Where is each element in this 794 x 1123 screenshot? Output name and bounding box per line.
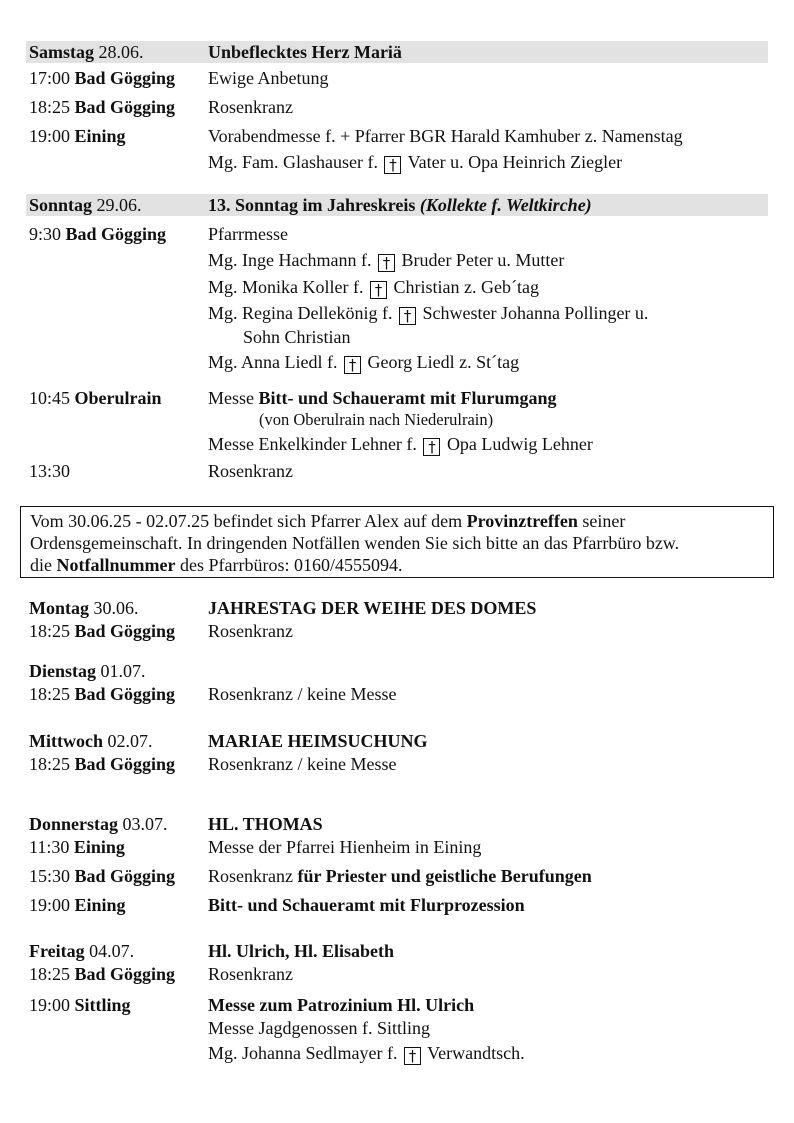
day-name: Mittwoch (29, 731, 103, 751)
event-place: Bad Gögging (74, 621, 176, 641)
event-place: Sittling (74, 995, 131, 1015)
event-time: 15:30 (29, 866, 71, 886)
event-text: Bitt- und Schaueramt mit Flurprozession (208, 895, 525, 915)
day-header-saturday (26, 41, 768, 63)
day-name: Montag (29, 598, 89, 618)
mass-intention: Messe Enkelkinder Lehner f. † Opa Ludwig Lehner (208, 434, 593, 456)
event-row (26, 96, 768, 120)
day-date: 03.07. (122, 814, 168, 834)
event-text: Rosenkranz / keine Messe (208, 684, 397, 704)
mass-intention: Mg. Fam. Glashauser f. † Vater u. Opa Heinrich Ziegler (208, 152, 623, 174)
day-date: 30.06. (93, 598, 139, 618)
event-text: Rosenkranz (208, 461, 293, 481)
feast-title: 13. Sonntag im Jahreskreis (208, 195, 416, 215)
event-time: 18:25 (29, 684, 71, 704)
event-time: 13:30 (29, 461, 71, 481)
event-time: 19:00 (29, 995, 71, 1015)
event-row (26, 125, 768, 149)
event-place: Oberulrain (74, 388, 162, 408)
event-text: Messe zum Patrozinium Hl. Ulrich (208, 995, 475, 1015)
event-row (26, 836, 768, 860)
day-name: Dienstag (29, 661, 96, 681)
event-place: Eining (74, 126, 126, 146)
feast-title: MARIAE HEIMSUCHUNG (208, 731, 428, 751)
day-date: 01.07. (100, 661, 146, 681)
event-time: 17:00 (29, 68, 71, 88)
event-text: Rosenkranz (208, 97, 293, 117)
cross-icon: † (370, 281, 387, 299)
mass-intention: Mg. Regina Dellekönig f. † Schwester Johanna Pollinger u. (208, 303, 649, 325)
event-place: Eining (73, 837, 125, 857)
feast-title: Unbeflecktes Herz Mariä (208, 42, 402, 62)
event-row (26, 620, 768, 644)
mass-intention: Mg. Inge Hachmann f. † Bruder Peter u. Mutter (208, 250, 565, 272)
event-row (26, 963, 768, 987)
event-place: Bad Gögging (74, 68, 176, 88)
event-place: Bad Gögging (74, 684, 176, 704)
cross-icon: † (423, 438, 440, 456)
event-place: Bad Gögging (74, 866, 176, 886)
event-place: Bad Gögging (74, 754, 176, 774)
cross-icon: † (384, 156, 401, 174)
day-date: 29.06. (96, 195, 142, 215)
event-place: Eining (74, 895, 126, 915)
day-header-sunday (26, 194, 768, 216)
event-row (26, 67, 768, 91)
day-name: Donnerstag (29, 814, 118, 834)
day-name: Freitag (29, 941, 85, 961)
event-text: Rosenkranz (208, 866, 293, 886)
event-time: 9:30 (29, 224, 62, 244)
day-date: 04.07. (89, 941, 135, 961)
feast-title: JAHRESTAG DER WEIHE DES DOMES (208, 598, 537, 618)
collection-note: (Kollekte f. Weltkirche) (419, 195, 592, 215)
event-row (26, 894, 768, 918)
feast-title: Hl. Ulrich, Hl. Elisabeth (208, 941, 395, 961)
notice-box: Vom 30.06.25 - 02.07.25 befindet sich Pfarrer Alex auf dem Provinztreffen seiner Ordensgemeinschaft. In dringenden Notfällen wenden Sie sich bitte an das Pfarrbüro bzw. die Notfallnummer des Pfarrbüros: 0160/4555094. (20, 506, 774, 578)
cross-icon: † (378, 254, 395, 272)
cross-icon: † (404, 1047, 421, 1065)
event-place: Bad Gögging (74, 964, 176, 984)
event-time: 18:25 (29, 97, 71, 117)
event-text: Messe der Pfarrei Hienheim in Eining (208, 837, 482, 857)
event-place: Bad Gögging (65, 224, 167, 244)
day-name: Samstag (29, 42, 95, 62)
event-subnote: (von Oberulrain nach Niederulrain) (259, 410, 494, 429)
cross-icon: † (344, 356, 361, 374)
event-row (26, 753, 768, 777)
event-text: Rosenkranz / keine Messe (208, 754, 397, 774)
emergency-number-label: Notfallnummer (56, 555, 176, 575)
mass-intention: Messe Jagdgenossen f. Sittling (208, 1018, 430, 1038)
event-text: Ewige Anbetung (208, 68, 329, 88)
day-header-wednesday (26, 730, 768, 754)
event-time: 18:25 (29, 964, 71, 984)
event-text: Vorabendmesse f. + Pfarrer BGR Harald Kamhuber z. Namenstag (208, 126, 683, 146)
event-time: 11:30 (29, 837, 70, 857)
event-row (26, 460, 768, 484)
mass-intention: Mg. Monika Koller f. † Christian z. Geb´tag (208, 277, 539, 299)
event-row: 15:30 Bad Gögging Rosenkranz für Priester und geistliche Berufungen (29, 866, 592, 886)
event-text: Rosenkranz (208, 964, 293, 984)
feast-title: HL. THOMAS (208, 814, 323, 834)
event-row (26, 683, 768, 707)
day-header-thursday (26, 813, 768, 837)
event-row (26, 994, 768, 1018)
event-text: Pfarrmesse (208, 224, 288, 244)
mass-intention: Mg. Anna Liedl f. † Georg Liedl z. St´tag (208, 352, 520, 374)
event-time: 19:00 (29, 126, 71, 146)
day-header-tuesday (26, 660, 768, 684)
cross-icon: † (399, 307, 416, 325)
day-header-friday (26, 940, 768, 964)
event-text: Bitt- und Schaueramt mit Flurumgang (258, 388, 557, 408)
event-text: Rosenkranz (208, 621, 293, 641)
event-time: 19:00 (29, 895, 71, 915)
day-date: 28.06. (98, 42, 144, 62)
day-date: 02.07. (107, 731, 153, 751)
mass-intention: Mg. Johanna Sedlmayer f. † Verwandtsch. (208, 1043, 525, 1065)
event-time: 10:45 (29, 388, 71, 408)
event-row (26, 223, 768, 247)
event-time: 18:25 (29, 754, 71, 774)
event-row: 10:45 Oberulrain Messe Bitt- und Schaueramt mit Flurumgang (29, 388, 557, 408)
day-name: Sonntag (29, 195, 93, 215)
event-time: 18:25 (29, 621, 71, 641)
day-header-monday (26, 597, 768, 621)
event-place: Bad Gögging (74, 97, 176, 117)
mass-intention-continued: Sohn Christian (243, 327, 351, 347)
